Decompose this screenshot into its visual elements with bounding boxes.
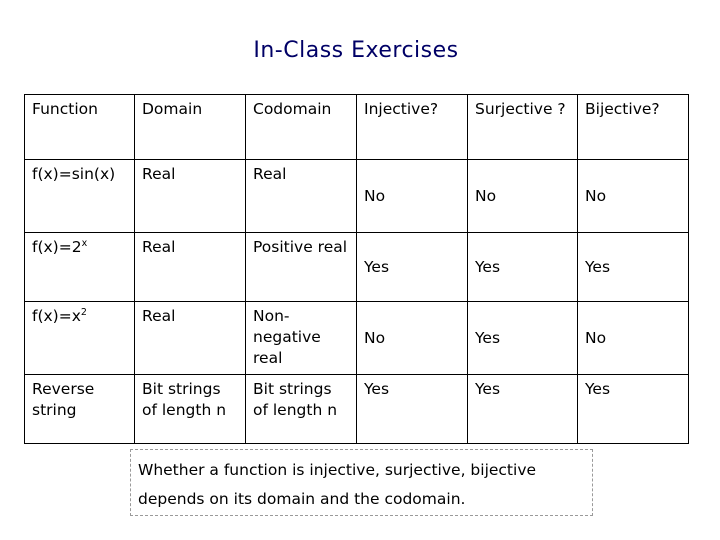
bijective-cell: Yes bbox=[578, 233, 689, 302]
surjective-cell: Yes bbox=[468, 302, 578, 375]
header-codomain: Codomain bbox=[246, 95, 357, 160]
header-surjective: Surjective ? bbox=[468, 95, 578, 160]
bijective-cell: No bbox=[578, 160, 689, 233]
note-text: Whether a function is injective, surjective, bijective depends on its domain and the codomain. bbox=[138, 461, 537, 508]
domain-cell: Real bbox=[135, 160, 246, 233]
injective-cell: Yes bbox=[357, 375, 468, 444]
surjective-cell: Yes bbox=[468, 375, 578, 444]
domain-cell: Real bbox=[135, 302, 246, 375]
header-function: Function bbox=[25, 95, 135, 160]
exercise-table bbox=[24, 94, 689, 444]
table-row bbox=[25, 160, 689, 233]
surjective-cell: Yes bbox=[468, 233, 578, 302]
codomain-cell: Positive real bbox=[246, 233, 357, 302]
table-row bbox=[25, 302, 689, 375]
table-row bbox=[25, 375, 689, 444]
surjective-cell: No bbox=[468, 160, 578, 233]
header-injective: Injective? bbox=[357, 95, 468, 160]
domain-cell: Real bbox=[135, 233, 246, 302]
bijective-cell: Yes bbox=[578, 375, 689, 444]
function-cell: Reverse string bbox=[25, 375, 135, 444]
function-cell bbox=[25, 233, 135, 302]
bijective-cell: No bbox=[578, 302, 689, 375]
injective-cell: No bbox=[357, 160, 468, 233]
function-base: f(x)=x bbox=[32, 307, 81, 325]
header-bijective: Bijective? bbox=[578, 95, 689, 160]
codomain-cell: Bit strings of length n bbox=[246, 375, 357, 444]
codomain-cell: Real bbox=[246, 160, 357, 233]
table-row bbox=[25, 233, 689, 302]
note-box bbox=[130, 449, 593, 516]
injective-cell: No bbox=[357, 302, 468, 375]
injective-cell: Yes bbox=[357, 233, 468, 302]
function-cell bbox=[25, 302, 135, 375]
header-domain: Domain bbox=[135, 95, 246, 160]
function-exponent: x bbox=[81, 237, 88, 249]
function-cell: f(x)=sin(x) bbox=[25, 160, 135, 233]
codomain-cell: Non-negative real bbox=[246, 302, 357, 375]
function-base: f(x)=2 bbox=[32, 238, 82, 256]
function-exponent: 2 bbox=[80, 306, 87, 318]
header-row bbox=[25, 95, 689, 160]
slide-title: In-Class Exercises bbox=[253, 38, 459, 63]
domain-cell: Bit strings of length n bbox=[135, 375, 246, 444]
